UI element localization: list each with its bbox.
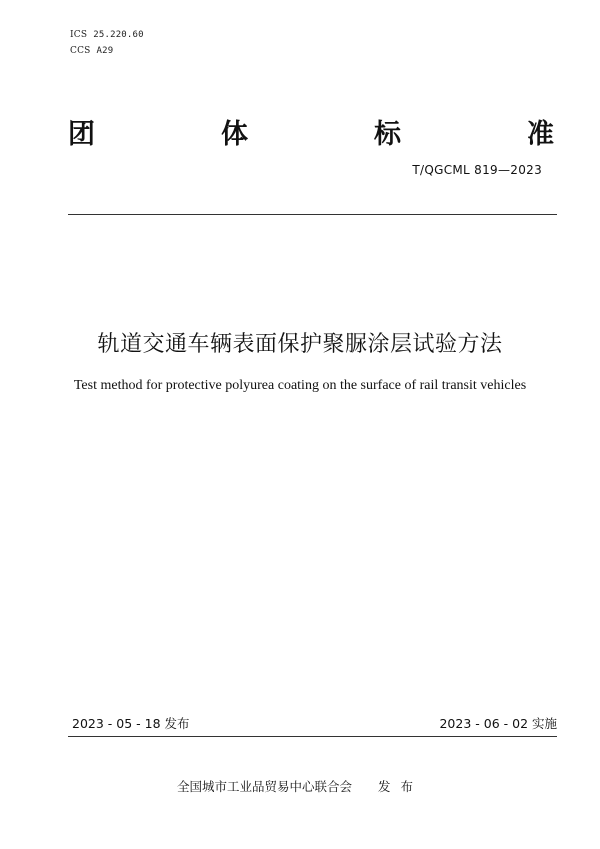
issuer-action: 发布 [378,779,424,794]
ics-line [70,30,144,40]
ccs-label: CCS [70,46,91,56]
issuer-line [0,777,600,795]
title-chinese: 轨道交通车辆表面保护聚脲涂层试验方法 [97,332,503,357]
release-date: 2023 - 05 - 18 发布 [72,716,190,731]
standard-type-char: 团 [68,119,95,150]
standard-type-char: 标 [374,119,401,150]
standard-type-char: 准 [527,119,554,150]
standard-type-char: 体 [221,119,248,150]
ics-label: ICS [70,30,88,40]
standard-type-heading [68,112,554,151]
standard-number: T/QGCML 819—2023 [412,163,542,177]
ccs-line [70,46,113,56]
top-divider [68,214,557,215]
ics-code: 25.220.60 [93,30,144,40]
implementation-date: 2023 - 06 - 02 实施 [439,716,557,731]
bottom-divider [68,736,557,737]
ccs-code: A29 [96,46,114,56]
title-english: Test method for protective polyurea coating on the surface of rail transit vehicles [73,378,527,393]
issuer-name: 全国城市工业品贸易中心联合会 [176,779,352,794]
